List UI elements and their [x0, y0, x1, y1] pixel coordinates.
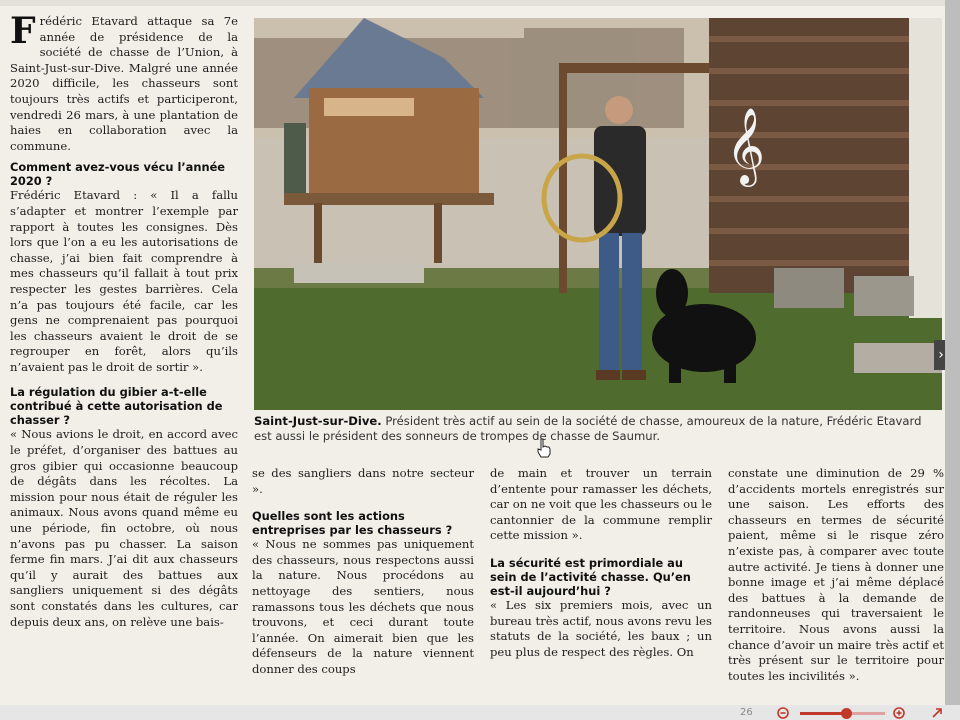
question-1: Comment avez-vous vécu l’année 2020 ? [10, 160, 226, 189]
photo-illustration [254, 18, 942, 410]
drop-cap: F [10, 10, 36, 52]
column-2 [252, 466, 474, 678]
question-3: Quelles sont les actions entreprises par les chasseurs ? [252, 509, 453, 538]
column-3 [490, 466, 712, 660]
answer-3-part-1: « Nous ne sommes pas uniquement des chasseurs, nous respectons aussi la nature. Nous procédons au nettoyage des sentiers, nous ramassons tous les déchets que nous trouvons, et ceci durant toute l’année. On aimerait bien que les défenseurs de la nature viennent donner des coups [252, 537, 474, 676]
answer-1: Frédéric Etavard : « Il a fallu s’adapter et montrer l’exemple par rapport à toutes les consignes. Dès lors que l’on a eu les autorisations de chasse, j’ai bien fait comprendre à mes chasseurs qu’il fallait à tout prix respecter les gestes barrières. Cela n’a pas toujours été facile, car les gens ne comprenaient pas pourquoi les chasseurs avaient le droit de se regrouper en forêt, alors qu’ils n’avaient pas le droit de sortir ». [10, 188, 238, 374]
hand-cursor-icon [536, 438, 552, 458]
intro-paragraph: Frédéric Etavard attaque sa 7e année de présidence de la société de chasse de l’Union, à Saint-Just-sur-Dive. Malgré une année 2020 difficile, les chasseurs sont toujours très actifs et participeront, vendredi 26 mars, à une plantation de haies en collaboration avec la commune. [10, 10, 238, 153]
answer-4-part-2: constate une diminution de 29 % d’accidents mortels enregistrés sur une saison. Les efforts des chasseurs en termes de sécurité paient, même si le risque zéro n’existe pas, à comparer avec toute autre activité. Je tiens à donner une bonne image et j’ai même déplacé des battues à la demande de randonneuses qui traversaient le territoire. Nous avons aussi la chance d’avoir un maire très actif et très présent sur le territoire pour toutes les incivilités ». [728, 466, 944, 683]
zoom-in-icon[interactable] [893, 707, 907, 719]
page-number: 26 [740, 707, 753, 718]
top-edge [0, 0, 945, 6]
caption-text: Président très actif au sein de la société de chasse, amoureux de la nature, Frédéric Etavard est aussi le président des sonneurs de trompes de chasse de Saumur. [254, 414, 922, 443]
question-4: La sécurité est primordiale au sein de l’activité chasse. Qu’en est-il aujourd’hui ? [490, 555, 691, 598]
answer-3-part-2: de main et trouver un terrain d’entente pour ramasser les déchets, car on ne voit que les chasseurs ou le cantonnier de la commune remplir cette mission ». [490, 466, 712, 543]
photo-caption [254, 414, 942, 444]
answer-2-part-2: se des sangliers dans notre secteur ». [252, 466, 474, 496]
column-1 [10, 10, 238, 630]
expand-icon[interactable] [930, 707, 944, 719]
next-page-arrow[interactable]: › [934, 340, 945, 370]
caption-location: Saint-Just-sur-Dive. [254, 414, 382, 428]
question-2: La régulation du gibier a-t-elle contribué à cette autorisation de chasser ? [10, 385, 223, 428]
column-4 [728, 466, 944, 684]
article-photo [254, 18, 942, 410]
svg-text:𝄞: 𝄞 [726, 107, 766, 184]
answer-2-part-1: « Nous avions le droit, en accord avec le préfet, d’organiser des battues au gros gibier qui occasionne beaucoup de dégâts dans les récoltes. La mission pour nous était de réguler les animaux. Nous avons quand même eu une période, fin octobre, où nous n’avons pas pu chasser. La saison ferme fin mars. J’ai dit aux chasseurs qu’il y aurait des battues aux sangliers uniquement si des dégâts sont constatés dans les cultures, car depuis deux ans, on relève une bais- [10, 427, 238, 629]
answer-4-part-1: « Les six premiers mois, avec un bureau très actif, nous avons revu les statuts de la société, les baux ; un peu plus de respect des règles. On [490, 597, 712, 659]
zoom-out-icon[interactable] [777, 707, 791, 719]
right-edge [945, 0, 960, 720]
zoom-slider-fill [800, 712, 847, 715]
